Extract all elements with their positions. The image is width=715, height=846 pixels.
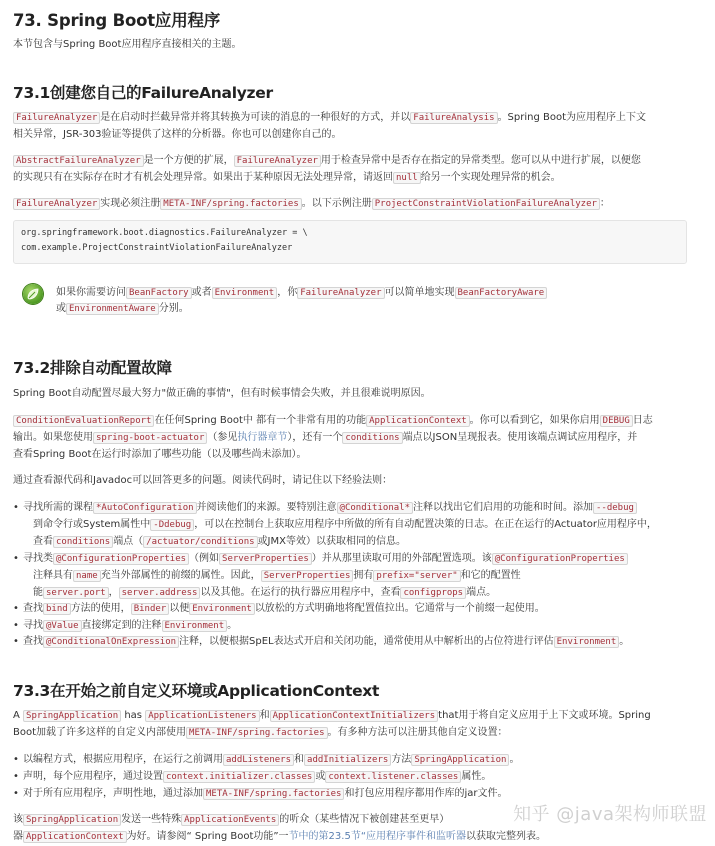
code-server-address: server.address [119, 587, 201, 599]
s2-bullet-4: • 寻找 @Value 直接绑定到的注释 Environment 。 [23, 617, 237, 635]
s1-paragraph-1a: FailureAnalyzer 是在启动时拦截异常并将其转换为可读的消息的一种很好的方式，并以 FailureAnalysis 。Spring Boot为应用程序上下文 [13, 109, 646, 127]
s2-paragraph-2a: ConditionEvaluationReport 在任何Spring Boot中 都有一个非常有用的功能 ApplicationContext 。你可以看到它，如果你启用 DEBUG 日志 [13, 412, 653, 430]
code-environment: Environment [554, 636, 620, 648]
code-applicationcontext: ApplicationContext [23, 831, 127, 843]
code-springapplication: SpringApplication [23, 710, 121, 722]
code-abstractfailureanalyzer: AbstractFailureAnalyzer [13, 155, 144, 167]
section-heading-73-3: 73.3在开始之前自定义环境或ApplicationContext [13, 682, 380, 700]
watermark: 知乎 @java架构师联盟 [513, 804, 707, 825]
code-failureanalyzer: FailureAnalyzer [234, 155, 321, 167]
code-addlisteners: addListeners [223, 754, 294, 766]
code-actuator-conditions: /actuator/conditions [143, 536, 257, 548]
tip-text-line-1: 如果你需要访问 BeanFactory 或者 Environment ，你 FailureAnalyzer 可以简单地实现 BeanFactoryAware [56, 284, 547, 302]
code-conditionevaluationreport: ConditionEvaluationReport [13, 415, 154, 427]
code-configprops: configprops [400, 587, 466, 599]
s3-bullet-3: • 对于所有应用程序，声明性地，通过添加 META-INF/spring.factories 和打包应用程序都用作库的jar文件。 [23, 785, 508, 803]
code-value: @Value [43, 620, 82, 632]
code-ddebug: -Ddebug [150, 519, 194, 531]
s2-bullet-2b: 注释具有 name 充当外部属性的前缀的属性。因此， ServerProperties 拥有 prefix="server" 和它的配置性 [33, 570, 521, 581]
s1-paragraph-3: FailureAnalyzer 实现必须注册 META-INF/spring.factories 。以下示例注册 ProjectConstraintViolationFailureAnalyzer ： [13, 195, 610, 213]
code-debug: DEBUG [600, 415, 633, 427]
code-conditional: @Conditional* [337, 502, 413, 514]
s2-paragraph-1: Spring Boot自动配置尽最大努力"做正确的事情"，但有时候事情会失败，并且很难说明原因。 [13, 388, 431, 399]
code-line-1: org.springframework.boot.diagnostics.FailureAnalyzer = \ [21, 228, 308, 238]
s3-bullet-1: • 以编程方式，根据应用程序，在运行之前调用 addListeners 和 addInitializers 方法 SpringApplication 。 [23, 751, 519, 769]
link-actuator-chapter[interactable]: 执行器章节 [237, 432, 288, 443]
tip-leaf-icon [23, 284, 43, 304]
s1-paragraph-1b: 相关异常，JSR-303验证等提供了这样的分析器。你也可以创建你自己的。 [13, 129, 342, 140]
code-autoconfiguration: *AutoConfiguration [93, 502, 197, 514]
intro-text: 本节包含与Spring Boot应用程序直接相关的主题。 [13, 39, 242, 50]
code-line-2: com.example.ProjectConstraintViolationFailureAnalyzer [21, 243, 293, 253]
s2-paragraph-2b: 输出。如果您使用 spring-boot-actuator （参见执行器章节），还有一个 conditions 端点以JSON呈现报表。使用该端点调试应用程序，并 [13, 432, 638, 443]
code-spring-factories: META-INF/spring.factories [186, 727, 327, 739]
tip-text-line-2: 或 EnvironmentAware 分别。 [56, 303, 189, 314]
code-failureanalyzer: FailureAnalyzer [297, 287, 384, 299]
code-environment: Environment [162, 620, 228, 632]
code-null: null [393, 172, 421, 184]
section-heading-73-1: 73.1创建您自己的FailureAnalyzer [13, 84, 273, 102]
link-application-events[interactable]: 节中的第23.5节“应用程序事件和监听器 [288, 831, 467, 842]
code-spring-factories: META-INF/spring.factories [160, 198, 301, 210]
code-environment: Environment [189, 603, 255, 615]
code-environmentaware: EnvironmentAware [66, 303, 159, 315]
s3-paragraph-2b: 器 ApplicationContext 为好。请参阅“ Spring Boot功能”一节中的第23.5节“应用程序事件和监听器以获取完整列表。 [13, 831, 547, 842]
code-context-initializer-classes: context.initializer.classes [163, 771, 315, 783]
code-debug-flag: --debug [593, 502, 637, 514]
s3-paragraph-1a: A SpringApplication has ApplicationListeners 和 ApplicationContextInitializers that用于将自定义应用于上下文或环境。Spring [13, 710, 651, 721]
code-failureanalyzer: FailureAnalyzer [13, 198, 100, 210]
code-beanfactory: BeanFactory [126, 287, 192, 299]
code-springapplication: SpringApplication [411, 754, 509, 766]
s2-bullet-2c: 能 server.port ， server.address 以及其他。在运行的执行器应用程序中，查看 configprops 端点。 [33, 587, 497, 598]
code-serverproperties: ServerProperties [219, 553, 312, 565]
s2-paragraph-3: 通过查看源代码和Javadoc可以回答更多的问题。阅读代码时，请记住以下经验法则： [13, 475, 393, 486]
s2-bullet-3: • 查找 bind 方法的使用， Binder 以便 Environment 以放松的方式明确地将配置值拉出。它通常与一个前缀一起使用。 [23, 600, 545, 618]
code-failureanalysis: FailureAnalysis [410, 112, 497, 124]
code-spring-factories: META-INF/spring.factories [203, 788, 344, 800]
code-context-listener-classes: context.listener.classes [325, 771, 461, 783]
code-addinitializers: addInitializers [304, 754, 391, 766]
s1-paragraph-2b: 的实现只有在实际存在时才有机会处理异常。如果出于某种原因无法处理异常，请返回 null 给另一个实现处理异常的机会。 [13, 172, 561, 183]
code-server-port: server.port [43, 587, 109, 599]
code-serverproperties: ServerProperties [261, 570, 354, 582]
s3-paragraph-2a: 该 SpringApplication 发送一些特殊 ApplicationEvents 的听众（某些情况下被创建甚至更早） [13, 814, 450, 825]
s1-paragraph-2a: AbstractFailureAnalyzer 是一个方便的扩展， FailureAnalyzer 用于检查异常中是否存在指定的异常类型。您可以从中进行扩展，以便您 [13, 152, 641, 170]
s2-bullet-1b: 到命令行或System属性中 -Ddebug ，可以在控制台上获取应用程序中所做的所有自动配置决策的日志。在正在运行的Actuator应用程序中， [33, 519, 657, 530]
s2-bullet-1a: • 寻找所需的课程 *AutoConfiguration 并阅读他们的来源。要特别注意 @Conditional* 注释以找出它们启用的功能和时间。添加 --debug [23, 499, 637, 517]
section-heading-73-2: 73.2排除自动配置故障 [13, 359, 172, 377]
code-applicationlisteners: ApplicationListeners [145, 710, 259, 722]
code-conditionalonexpression: @ConditionalOnExpression [43, 636, 179, 648]
code-applicationevents: ApplicationEvents [181, 814, 279, 826]
s2-bullet-5: • 查找 @ConditionalOnExpression 注释，以便根据SpEL表达式开启和关闭功能，通常使用从中解析出的占位符进行评估 Environment 。 [23, 633, 629, 651]
code-conditions: conditions [53, 536, 113, 548]
s3-bullet-2: • 声明，每个应用程序，通过设置 context.initializer.classes 或 context.listener.classes 属性。 [23, 768, 491, 786]
code-prefix-server: prefix="server" [373, 570, 460, 582]
s2-bullet-1c: 查看 conditions 端点（ /actuator/conditions 或JMX等效）以获取相同的信息。 [33, 536, 406, 547]
s2-paragraph-2c: 查看Spring Boot在运行时添加了哪些功能（以及哪些尚未添加）。 [13, 449, 307, 460]
code-conditions: conditions [342, 432, 402, 444]
s3-paragraph-1b: Boot加载了许多这样的自定义内部使用 META-INF/spring.factories 。有多种方法可以注册其他自定义设置： [13, 727, 508, 738]
code-project-analyzer: ProjectConstraintViolationFailureAnalyzer [372, 198, 600, 210]
code-bind: bind [43, 603, 71, 615]
code-failureanalyzer: FailureAnalyzer [13, 112, 100, 124]
s2-bullet-2a: • 寻找类 @ConfigurationProperties （例如 ServerProperties ）并从那里读取可用的外部配置选项。该 @ConfigurationProperties [23, 550, 628, 568]
page-title: 73. Spring Boot应用程序 [13, 11, 221, 30]
code-applicationcontext: ApplicationContext [366, 415, 470, 427]
code-configurationproperties: @ConfigurationProperties [492, 553, 628, 565]
code-applicationcontextinitializers: ApplicationContextInitializers [270, 710, 439, 722]
code-name: name [73, 570, 101, 582]
code-configurationproperties: @ConfigurationProperties [53, 553, 189, 565]
code-block [13, 220, 687, 264]
code-environment: Environment [212, 287, 278, 299]
code-springapplication: SpringApplication [23, 814, 121, 826]
code-spring-boot-actuator: spring-boot-actuator [93, 432, 207, 444]
code-binder: Binder [131, 603, 170, 615]
code-beanfactoryaware: BeanFactoryAware [455, 287, 548, 299]
